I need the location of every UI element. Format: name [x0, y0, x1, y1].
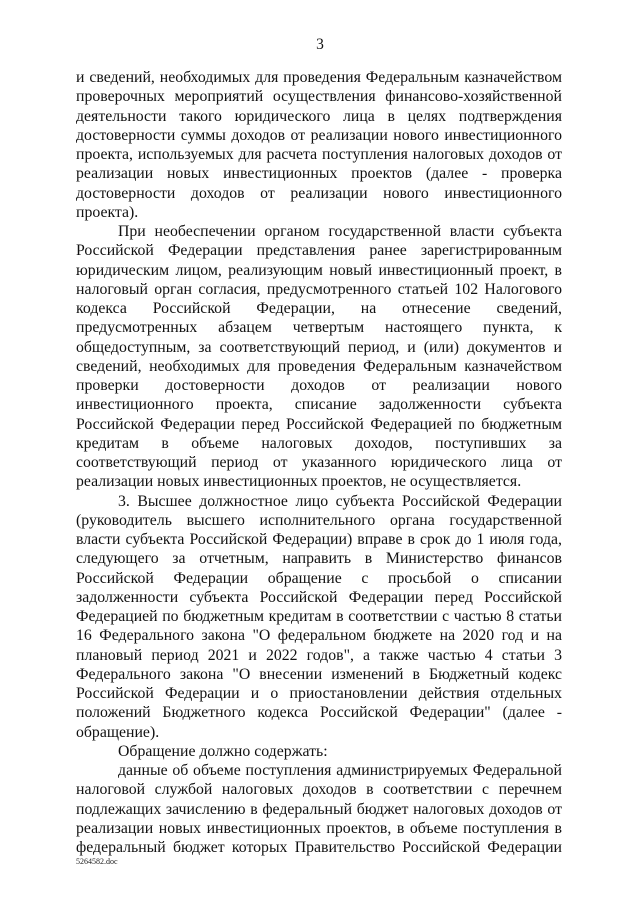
paragraph-revenue-data: данные об объеме поступления администрируемых Федеральной налоговой службой налоговых доходов в соответствии с перечнем подлежащих зачислению в федеральный бюджет налоговых доходов от реализации новых инвестиционных проектов, в объеме поступления в федеральный бюджет которых Правительство Российской Федерации: [76, 762, 562, 856]
paragraph-request-contents: Обращение должно содержать:: [118, 742, 328, 760]
footer-file-code: 5264582.doc: [76, 857, 118, 866]
paragraph-item-3: 3. Высшее должностное лицо субъекта Российской Федерации (руководитель высшего исполнительного органа государственной власти субъекта Российской Федерации) вправе в срок до 1 июля года, следующего за отчетным, направить в Министерство финансов Российской Федерации обращение с просьбой о списании задолженности субъекта Российской Федерации перед Российской Федерацией по бюджетным кредитам в соответствии с частью 8 статьи 16 Федерального закона "О федеральном бюджете на 2020 год и на плановый период 2021 и 2022 годов", а также частью 4 статьи 3 Федерального закона "О внесении изменений в Бюджетный кодекс Российской Федерации и о приостановлении действия отдельных положений Бюджетного кодекса Российской Федерации" (далее - обращение).: [76, 492, 562, 741]
paragraph-non-provision: При необеспечении органом государственной власти субъекта Российской Федерации представления ранее зарегистрированным юридическим лицом, реализующим новый инвестиционный проект, в налоговый орган согласия, предусмотренного статьей 102 Налогового кодекса Российской Федерации, на отнесение сведений, предусмотренных абзацем четвертым настоящего пункта, к общедоступным, за соответствующий период, и (или) документов и сведений, необходимых для проведения Федеральным казначейством проверки достоверности доходов от реализации нового инвестиционного проекта, списание задолженности субъекта Российской Федерации перед Российской Федерацией по бюджетным кредитам в объеме налоговых доходов, поступивших за соответствующий период от указанного юридического лица от реализации новых инвестиционных проектов, не осуществляется.: [76, 223, 562, 491]
page-number: 3: [316, 36, 324, 53]
paragraph-continuation: и сведений, необходимых для проведения Федеральным казначейством проверочных мероприятий осуществления финансово-хозяйственной деятельности такого юридического лица в целях подтверждения достоверности суммы доходов от реализации нового инвестиционного проекта, используемых для расчета поступления налоговых доходов от реализации новых инвестиционных проектов (далее - проверка достоверности доходов от реализации нового инвестиционного проекта).: [76, 69, 562, 221]
document-body: [76, 68, 562, 857]
